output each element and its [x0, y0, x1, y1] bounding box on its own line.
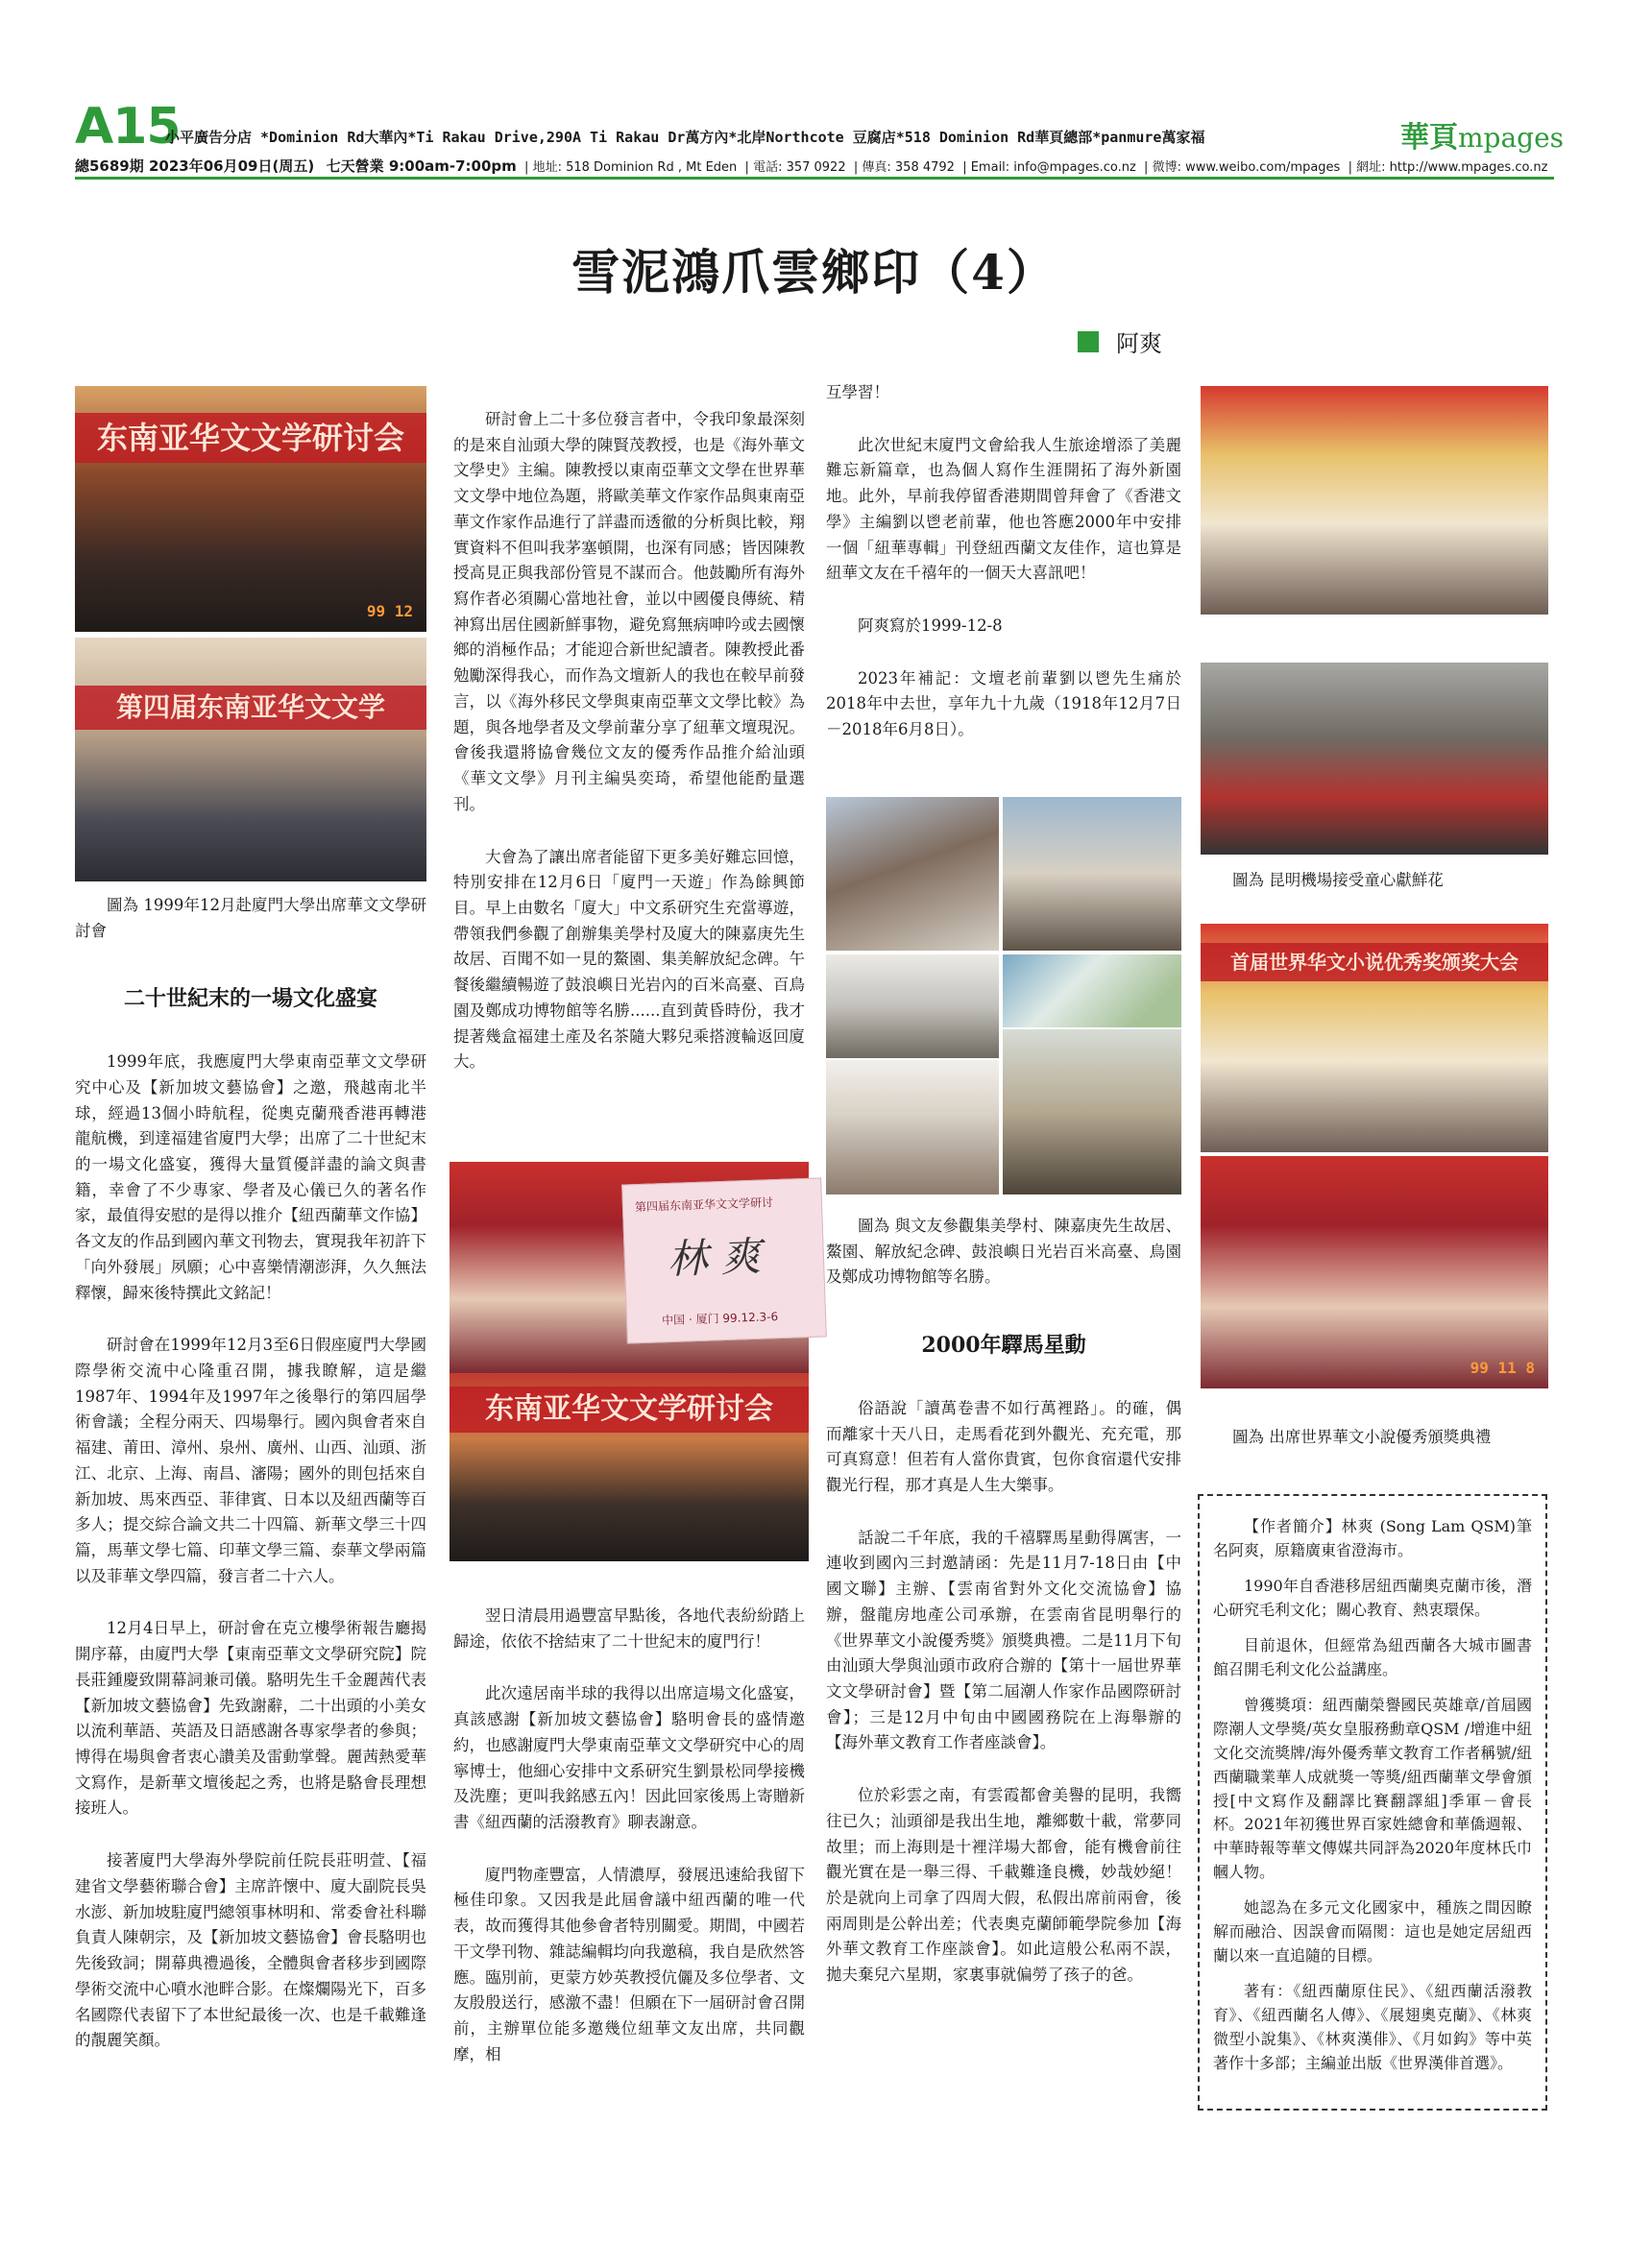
website-link[interactable]: 網址: http://www.mpages.co.nz [1356, 160, 1548, 175]
paragraph: 大會為了讓出席者能留下更多美好難忘回憶，特別安排在12月6日「廈門一天遊」作為餘興節目。早上由數名「廈大」中文系研究生充當導遊，帶領我們參觀了創辦集美學村及廈大的陳嘉庚先生故居、百聞不如一見的鰲園、集美解放紀念碑。午餐後繼續暢遊了鼓浪嶼日光岩內的百米高臺、百鳥園及鄭成功博物館等名勝......直到黃昏時份，我才提著幾盒福建土產及名茶隨大夥兒乘搭渡輪返回廈大。 [453, 847, 805, 1072]
paragraph: 廈門物產豐富，人情濃厚，發展迅速給我留下極佳印象。又因我是此屆會議中紐西蘭的唯一代表，故而獲得其他參會者特別關愛。期間，中國若干文學刊物、雜誌編輯均向我邀稿，我自是欣然答應。臨別前，更蒙方妙英教授伉儷及多位學者、文友殷殷送行，感激不盡！但願在下一屆研討會召開前，主辦單位能多邀幾位紐華文友出席，共同觀摩，相 [453, 1865, 805, 2063]
paragraph: 2023年補記：文壇老前輩劉以鬯先生痛於2018年中去世，享年九十九歲（1918年12月7日－2018年6月8日）。 [826, 668, 1181, 739]
photo-colonial-building [826, 954, 999, 1058]
email-link[interactable]: Email: info@mpages.co.nz [970, 160, 1136, 175]
column-2 [453, 407, 805, 1102]
paragraph: 研討會在1999年12月3至6日假座廈門大學國際學術交流中心隆重召開，據我瞭解，這是繼1987年、1994年及1997年之後舉行的第四屆學術會議；全程分兩天、四場舉行。國內與會者來自福建、莆田、漳州、泉州、廣州、山西、汕頭、浙江、北京、上海、南昌、瀋陽；國外的則包括來自新加坡、馬來西亞、菲律賓、日本以及紐西蘭等百多人；提交綜合論文共二十四篇、新華文學三十四篇，馬華文學七篇、印華文學三篇、泰華文學兩篇以及菲華文學四篇，發言者二十六人。 [75, 1336, 426, 1585]
card-footer-text: 中国 · 厦门 99.12.3-6 [661, 1310, 779, 1328]
photo-caption: 圖為 與文友參觀集美學村、陳嘉庚先生故居、鰲園、解放紀念碑、鼓浪嶼日光岩百米高臺、鳥園及鄭成功博物館等名勝。 [826, 1217, 1181, 1287]
photo-group-outdoor [826, 797, 999, 951]
photo-award-ceremony-hall [1201, 1156, 1548, 1388]
paragraph: 研討會上二十多位發言者中，令我印象最深刻的是來自汕頭大學的陳賢茂教授，也是《海外華文文學史》主編。陳教授以東南亞華文文學在世界華文文學中地位為題，將歐美華文作家作品與東南亞華文作家作品進行了詳盡而透徹的分析與比較，翔實資料不但叫我茅塞頓開，也深有同感；皆因陳教授高見正與我部份管見不謀而合。他鼓勵所有海外寫作者必須關心當地社會，並以中國優良傳統、精神寫出居住國新鮮事物，避免寫無病呻吟或去國懷鄉的消極作品；才能迎合新世紀讀者。陳教授此番勉勵深得我心，而作為文壇新人的我也在較早前發言，以《海外移民文學與東南亞華文文學比較》為題，與各地學者及文學前輩分享了紐華文壇現況。會後我還將協會幾位文友的優秀作品推介給汕頭《華文文學》月刊主編吳奕琦，希望他能酌量選刊。 [453, 410, 805, 813]
paragraph: 位於彩雲之南，有雲霞都會美譽的昆明，我嚮往已久；汕頭卻是我出生地，離鄉數十載，常夢同故里；而上海則是十裡洋場大都會，能有機會前往觀光實在是一舉三得、千載難逢良機，妙哉妙絕！於是就向上司拿了四周大假，私假出席前兩會，後兩周則是公幹出差；代表奧克蘭師範學院參加【海外華文教育工作座談會】。如此這般公私兩不誤，拋夫棄兒六星期，家裏事就偏勞了孩子的爸。 [826, 1786, 1181, 1985]
fax: 傳真: 358 4792 [862, 160, 955, 175]
photo-date-stamp: 99 11 8 [1470, 1359, 1535, 1377]
paragraph: 阿爽寫於1999-12-8 [858, 616, 1003, 636]
photo-caption: 圖為 出席世界華文小說優秀頒獎典禮 [1232, 1428, 1492, 1446]
weibo-link[interactable]: 微博: www.weibo.com/mpages [1152, 160, 1341, 175]
address: 地址: 518 Dominion Rd , Mt Eden [532, 160, 738, 175]
photo-monument [1003, 797, 1181, 951]
mpages-logo[interactable] [1400, 113, 1564, 156]
paragraph: 此次世紀末廈門文會給我人生旅途增添了美麗難忘新篇章，也為個人寫作生涯開拓了海外新園地。此外，早前我停留香港期間曾拜會了《香港文學》主編劉以鬯老前輩，他也答應2000年中安排一個「紐華專輯」刊登紐西蘭文友佳作，這也算是紐華文友在千禧年的一個天大喜訊吧！ [826, 435, 1181, 583]
section-heading: 二十世紀末的一場文化盛宴 [123, 986, 377, 1012]
photo-award-ceremony-stage [1201, 924, 1548, 1152]
photo-caption: 圖為 昆明機場接受童心獻鮮花 [1232, 871, 1444, 889]
bio-paragraph: 曾獲獎項：紐西蘭榮譽國民英雄章/首屆國際潮人文學獎/英女皇服務勳章QSM /增進中紐文化交流獎牌/海外優秀華文教育工作者稱號/紐西蘭職業華人成就獎一等獎/紐西蘭華文學會頒授[中文寫作及翻譯比賽翻譯組]季軍－會長杯。2021年初獲世界百家姓總會和華僑週報、中華時報等華文傳媒共同評為2020年度林氏巾幗人物。 [1213, 1695, 1532, 1882]
bio-paragraph: 目前退休，但經常為紐西蘭各大城市圖書館召開毛利文化公益講座。 [1213, 1635, 1532, 1678]
card-header-text: 第四届东南亚华文文学研讨 [634, 1195, 774, 1215]
opening-hours: 七天營業 9:00am-7:00pm [326, 157, 517, 175]
author-byline [1078, 325, 1162, 358]
photo-garden-gate [826, 1060, 999, 1194]
author-name: 阿爽 [1116, 330, 1162, 357]
paragraph: 俗語說「讀萬卷書不如行萬裡路」。的確，偶而離家十天八日，走馬看花到外觀光、充充電，那可真寫意！但若有人當你貴賓，包你食宿還代安排觀光行程，那才真是人生大樂事。 [826, 1398, 1181, 1494]
photo-airport-welcome [1201, 663, 1548, 855]
photo-xiamen-conference-2 [75, 638, 426, 881]
paragraph: 12月4日早上，研討會在克立樓學術報告廳揭開序幕，由廈門大學【東南亞華文文學研究院】院長莊鍾慶致開幕詞兼司儀。駱明先生千金麗茜代表【新加坡文藝協會】先致謝辭，二十出頭的小美女以流利華語、英語及日語感謝各專家學者的參與；博得在場與會者衷心讚美及雷動掌聲。麗茜熱愛華文寫作，是新華文壇後起之秀，也將是駱會長理想接班人。 [75, 1619, 426, 1818]
photo-portrait-sunglasses [1003, 954, 1181, 1027]
masthead-info-bar: 總5689期 2023年06月09日(周五) 七天營業 9:00am-7:00pm | 地址: 518 Dominion Rd , Mt Eden | 電話: 357 0922 | 傳真: 358 4792 | Email: info@mpages.co.nz | 微博: www.weibo.com/mpages | 網址: http://www.mpages.co.nz [75, 157, 1548, 175]
bio-paragraph: 著有：《紐西蘭原住民》、《紐西蘭活潑教育》、《紐西蘭名人傳》、《展翅奧克蘭》、《林爽微型小說集》、《林爽漢俳》、《月如鈎》等中英著作十多部；主編並出版《世界漢俳首選》。 [1213, 1982, 1532, 2073]
bio-paragraph: 1990年自香港移居紐西蘭奧克蘭市後，潛心研究毛利文化；關心教育、熱衷環保。 [1213, 1576, 1532, 1619]
logo-chinese: 華頁 [1400, 121, 1458, 155]
logo-english: mpages [1458, 122, 1565, 154]
photo-caption: 圖為 1999年12月赴廈門大學出席華文文學研討會 [75, 896, 426, 940]
photo-conference-group [450, 1373, 809, 1561]
article-title: 雪泥鴻爪雲鄉印（4） [571, 244, 1057, 301]
column-3-lower [826, 1214, 1181, 2015]
byline-square-icon [1078, 331, 1099, 352]
page-number: A15 [75, 98, 181, 156]
paragraph: 1999年底，我應廈門大學東南亞華文文學研究中心及【新加坡文藝協會】之邀，飛越南北半球，經過13個小時航程，從奧克蘭飛香港再轉港龍航機，到達福建省廈門大學；出席了二十世紀末的一場文化盛宴，獲得大量質優詳盡的論文與書籍，幸會了不少專家、學者及心儀已久的著名作家，最值得安慰的是得以推介【紐西蘭華文作協】各文友的作品到國內華文刊物去，實現我年初許下「向外發展」夙願；心中喜樂情潮澎湃，久久無法釋懷，歸來後特撰此文銘記！ [75, 1052, 426, 1302]
paragraph: 翌日清晨用過豐富早點後，各地代表紛紛踏上歸途，依依不捨結束了二十世紀末的廈門行！ [453, 1606, 805, 1651]
paragraph: 此次遠居南半球的我得以出席這場文化盛宴，真該感謝【新加坡文藝協會】駱明會長的盛情邀約，也感謝廈門大學東南亞華文文學研究中心的周寧博士，他細心安排中文系研究生劉景松同學接機及洗塵；更叫我銘感五內！因此回家後馬上寄贈新書《紐西蘭的活潑教育》聊表謝意。 [453, 1684, 805, 1832]
issue-date: 總5689期 2023年06月09日(周五) [75, 157, 315, 175]
header-divider [75, 177, 1554, 180]
photo-date-stamp: 99 12 [366, 602, 413, 620]
photo-xiamen-conference-1 [75, 386, 426, 632]
phone: 電話: 357 0922 [753, 160, 846, 175]
photo-banner-text: 首届世界华文小说优秀奖颁奖大会 [1201, 943, 1548, 981]
photo-banner-text: 东南亚华文文学研讨会 [75, 413, 426, 463]
photo-banner-text: 第四届东南亚华文文学 [75, 686, 426, 730]
signature-card [621, 1177, 827, 1343]
column-3 [826, 380, 1181, 770]
branch-list: 小平廣告分店 *Dominion Rd大華內*Ti Rakau Drive,290A Ti Rakau Dr萬方內*北岸Northcote 豆腐店*518 Dominion Rd華頁總部*panmure萬家福 [165, 129, 1205, 146]
photo-children-flowers [1201, 386, 1548, 615]
paragraph: 接著廈門大學海外學院前任院長莊明萱、【福建省文學藝術聯合會】主席許懷中、廈大副院長吳水澎、新加坡駐廈門總領事林明和、常委會社科聯負責人陳朝宗，及【新加坡文藝協會】會長駱明也先後致詞；開幕典禮過後，全體與會者移步到國際學術交流中心噴水池畔合影。在燦爛陽光下，百多名國際代表留下了本世紀最後一次、也是千載難逢的靚麗笑顏。 [75, 1851, 426, 2050]
paragraph: 互學習！ [826, 383, 889, 401]
column-2-lower [453, 1604, 805, 2095]
bio-paragraph: 她認為在多元文化國家中，種族之間因瞭解而融洽、因誤會而隔閡：這也是她定居紐西蘭以來一直追隨的目標。 [1213, 1898, 1532, 1966]
section-heading: 2000年驛馬星動 [921, 1333, 1086, 1359]
handwritten-signature: 林 爽 [667, 1232, 763, 1284]
photo-banner-text: 东南亚华文文学研讨会 [450, 1387, 809, 1433]
paragraph: 話說二千年底，我的千禧驛馬星動得厲害，一連收到國內三封邀請函：先是11月7-18日由【中國文聯】主辦、【雲南省對外文化交流協會】協辦，盤龍房地產公司承辦，在雲南省昆明舉行的《世界華文小說優秀獎》頒獎典禮。二是11月下旬由汕頭大學與汕頭市政府合辦的【第十一屆世界華文文學研討會】暨【第二屆潮人作家作品國際研討會】；三是12月中旬由中國國務院在上海舉辦的【海外華文教育工作者座談會】。 [826, 1528, 1181, 1752]
author-bio-box [1198, 1494, 1547, 2111]
bio-paragraph: 【作者簡介】林爽 (Song Lam QSM)筆名阿爽，原籍廣東省澄海市。 [1213, 1517, 1532, 1559]
photo-sculpture-garden [1003, 1029, 1181, 1194]
column-1 [75, 893, 426, 2081]
